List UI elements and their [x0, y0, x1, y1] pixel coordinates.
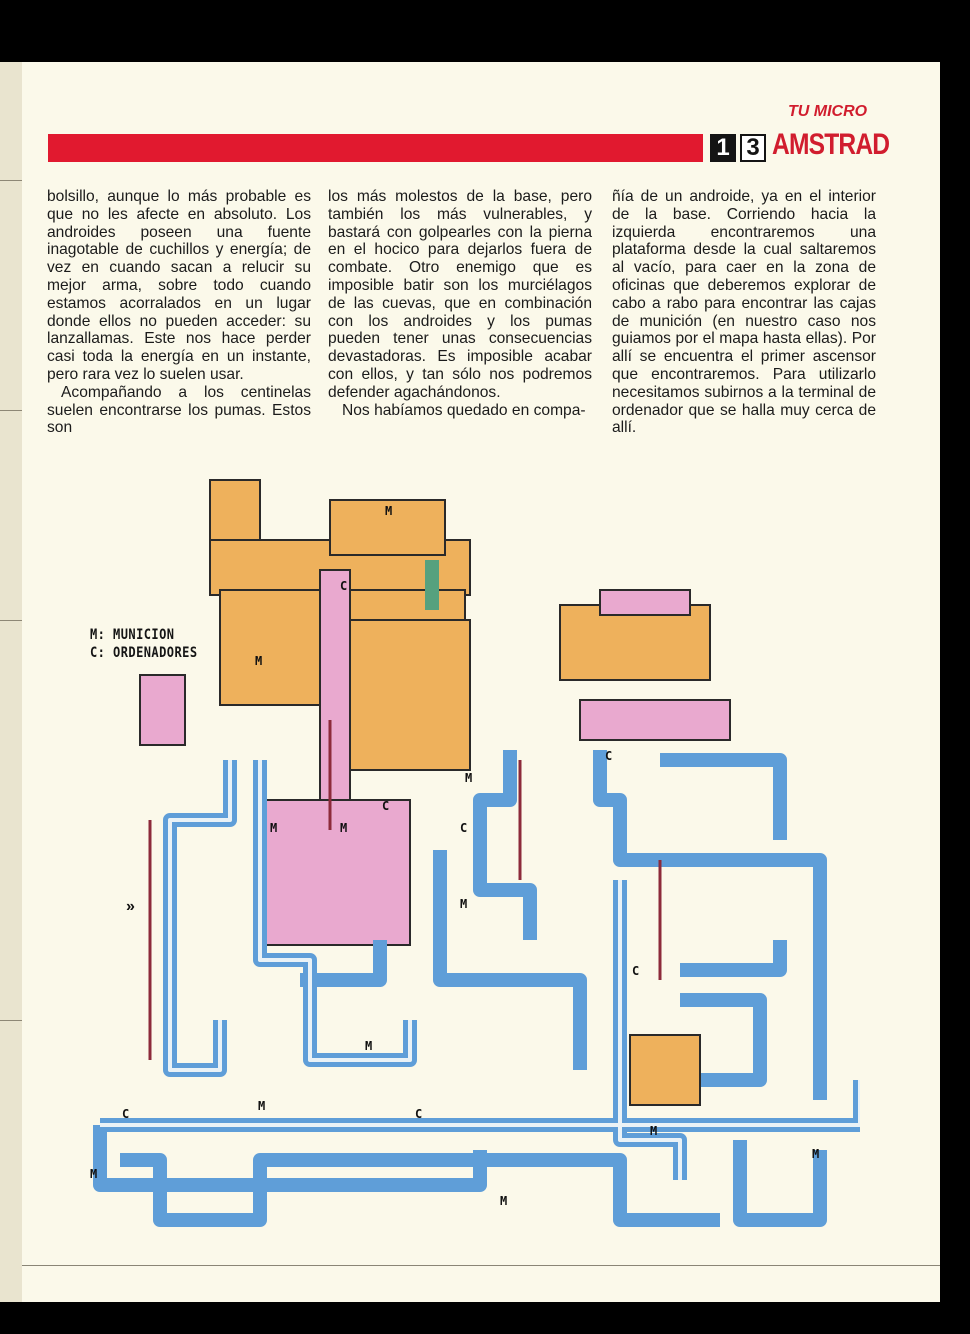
- article-column-3: [612, 188, 876, 437]
- paragraph: bolsillo, aunque lo más probable es que no les afecte en absoluto. Los androides poseen una fuente inagotable de cuchillos y energía; de vez en cuando sacan a relucir su mejor arma, sobre todo cuando estamos acorralados en un lugar donde ellos no pueden acceder: su lanzallamas. Este nos hace perder casi toda la energía en un instante, pero rara vez lo suelen usar.: [47, 188, 311, 383]
- computer-marker: C: [460, 821, 468, 835]
- munition-marker: M: [465, 771, 473, 785]
- issue-number-digit: 3: [740, 134, 766, 162]
- computer-marker: C: [415, 1107, 423, 1121]
- paragraph: ñía de un androide, ya en el interior de la base. Corriendo hacia la izquierda encontraremos una plataforma desde la cual saltaremos al vacío, para caer en la zona de oficinas que deberemos explorar de cabo a rabo para encontrar las cajas de munición (en nuestro caso nos guiamos por el mapa hasta ellas). Por allí se encuentra el primer ascensor que encontraremos. Para utilizarlo necesitamos subirnos a la terminal de ordenador que se halla muy cerca de allí.: [612, 188, 876, 437]
- paragraph: Nos habíamos quedado en compa-: [342, 401, 586, 419]
- office-block: [630, 1035, 700, 1105]
- computer-marker: C: [382, 799, 390, 813]
- margin-tick: [0, 1020, 22, 1021]
- header-red-bar: [48, 134, 703, 162]
- legend-munition: M: MUNICION: [90, 627, 175, 643]
- section-title: AMSTRAD: [772, 128, 890, 161]
- munition-marker: M: [650, 1124, 658, 1138]
- munition-marker: M: [385, 504, 393, 518]
- paragraph: los más molestos de la base, pero también los más vulnerables, y bastará con golpearles con la pierna en el hocico para dejarlos fuera de combate. Otro enemigo que es imposible batir son los murciélagos de las cuevas, que en combinación con los androides y los pumas pueden tener unas consecuencias devastadoras. Es imposible acabar con ellos, y tan sólo nos podremos defender agachándonos.: [328, 188, 592, 401]
- legend-computers: C: ORDENADORES: [90, 645, 198, 661]
- lift: [425, 560, 439, 610]
- article-column-2: [328, 188, 592, 419]
- page-footer-rule: [22, 1265, 940, 1266]
- map-legend: [90, 626, 198, 662]
- computer-marker: C: [632, 964, 640, 978]
- computer-marker: C: [605, 749, 613, 763]
- computer-marker: C: [122, 1107, 130, 1121]
- munition-marker: M: [340, 821, 348, 835]
- munition-marker: M: [255, 654, 263, 668]
- facing-page-edge: [0, 62, 23, 1302]
- computer-marker: C: [340, 579, 348, 593]
- issue-number-digit: 1: [710, 134, 736, 162]
- section-kicker: TU MICRO: [788, 103, 868, 120]
- start-arrow-icon: »: [126, 898, 135, 915]
- margin-tick: [0, 620, 22, 621]
- paragraph: Acompañando a los centinelas suelen encontrarse los pumas. Estos son: [47, 383, 311, 437]
- munition-marker: M: [365, 1039, 373, 1053]
- munition-marker: M: [812, 1147, 820, 1161]
- munition-marker: M: [90, 1167, 98, 1181]
- munition-marker: M: [270, 821, 278, 835]
- margin-tick: [0, 410, 22, 411]
- munition-marker: M: [258, 1099, 266, 1113]
- game-map-illustration: [60, 460, 860, 1240]
- margin-tick: [0, 180, 22, 181]
- munition-marker: M: [500, 1194, 508, 1208]
- munition-marker: M: [460, 897, 468, 911]
- article-column-1: [47, 188, 311, 437]
